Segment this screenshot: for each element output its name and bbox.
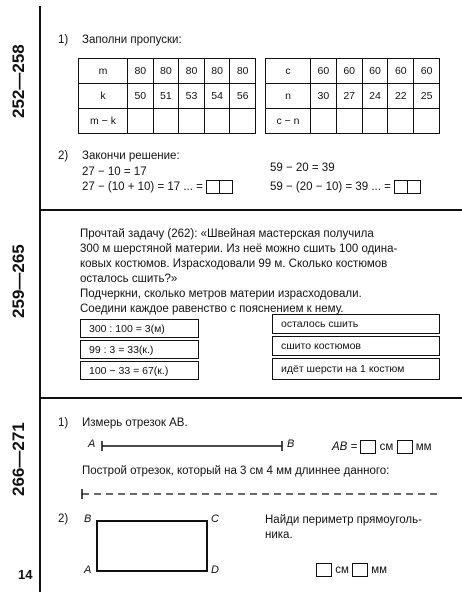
answer-cell[interactable]	[362, 109, 388, 134]
table-cell: 50	[128, 84, 154, 109]
problem-line-6: Соедини каждое равенство с пояснением к нему.	[80, 303, 344, 315]
answer-cell[interactable]	[414, 109, 440, 134]
problem-line-4: осталось сшить?»	[80, 273, 178, 285]
segment-ab	[100, 440, 285, 452]
problem-line-1: Прочтай задачу (262): «Швейная мастерская получила	[80, 228, 374, 240]
task1-number: 1)	[58, 34, 69, 46]
table-cell: m − k	[79, 109, 128, 134]
problem-line-2: 300 м шерстяной материи. Из неё можно сшить 100 одина-	[80, 243, 398, 255]
equation-right-2	[270, 180, 421, 194]
corner-b-label: B	[84, 513, 92, 525]
equality-box-3[interactable]: 100 − 33 = 67(к.)	[80, 361, 199, 380]
corner-c-label: C	[211, 513, 219, 525]
table-cell: 80	[179, 59, 205, 84]
table-cell: k	[79, 84, 128, 109]
side-label-2: 259—265	[9, 244, 28, 318]
divider-2	[39, 397, 462, 399]
cm-unit: см	[335, 564, 349, 577]
table-cell: 51	[153, 84, 179, 109]
answer-box[interactable]	[394, 180, 408, 194]
problem-line-5: Подчеркни, сколько метров материи израсходовали.	[80, 288, 362, 300]
measure-task-number: 1)	[58, 417, 69, 429]
divider-1	[39, 209, 462, 211]
perimeter-question-2: ника.	[265, 529, 293, 541]
equation-left-2	[82, 180, 233, 194]
table-cell: c	[266, 59, 311, 84]
corner-d-label: D	[211, 564, 219, 576]
equality-box-2[interactable]: 99 : 3 = 33(к.)	[80, 340, 199, 359]
table-cell: 54	[204, 84, 230, 109]
table-cell: 80	[153, 59, 179, 84]
table-cell: 22	[388, 84, 414, 109]
answer-box[interactable]	[220, 180, 233, 194]
table-cell: 30	[311, 84, 337, 109]
measure-task-title: Измерь отрезок AB.	[82, 417, 188, 429]
answer-box[interactable]	[408, 180, 421, 194]
table-cell: 80	[204, 59, 230, 84]
ab-label: AB =	[332, 441, 358, 454]
problem-line-3: ковых костюмов. Израсходовали 99 м. Сколько костюмов	[80, 258, 388, 270]
equality-box-1[interactable]: 300 : 100 = 3(м)	[80, 319, 199, 338]
point-a-label: A	[88, 438, 96, 450]
explanation-box-3[interactable]: идёт шерсти на 1 костюм	[272, 358, 440, 380]
mm-unit: мм	[415, 441, 432, 454]
corner-a-label: A	[84, 564, 92, 576]
table-cell: 56	[230, 84, 256, 109]
dashed-line-to-draw[interactable]	[80, 488, 444, 500]
answer-cell[interactable]	[388, 109, 414, 134]
answer-cell[interactable]	[128, 109, 154, 134]
table-cell: 27	[336, 84, 362, 109]
table-cell: 80	[230, 59, 256, 84]
cm-answer-box[interactable]	[316, 563, 332, 577]
explanation-box-1[interactable]: осталось сшить	[272, 314, 440, 334]
equation-left-1: 27 − 10 = 17	[82, 166, 147, 178]
point-b-label: B	[287, 438, 295, 450]
cm-answer-box[interactable]	[360, 440, 376, 454]
table-row	[266, 59, 440, 84]
equation-text: 59 − (20 − 10) = 39 ... =	[270, 181, 391, 194]
table-cell: 25	[414, 84, 440, 109]
table-cell: 53	[179, 84, 205, 109]
left-frame-line	[39, 6, 41, 592]
answer-cell[interactable]	[311, 109, 337, 134]
cm-unit: см	[379, 441, 394, 454]
table-cell: c − n	[266, 109, 311, 134]
table-row	[79, 109, 256, 134]
table-cell: 60	[388, 59, 414, 84]
page-number: 14	[18, 567, 33, 582]
table-cell: 60	[336, 59, 362, 84]
perimeter-question-1: Найди периметр прямоуголь-	[265, 514, 422, 526]
answer-box[interactable]	[206, 180, 220, 194]
table-cell: 60	[362, 59, 388, 84]
answer-cell[interactable]	[179, 109, 205, 134]
task2-number: 2)	[58, 150, 69, 162]
table-cell: 24	[362, 84, 388, 109]
table-cell: m	[79, 59, 128, 84]
table-row	[266, 84, 440, 109]
build-instruction: Построй отрезок, который на 3 см 4 мм длиннее данного:	[82, 465, 390, 477]
mm-answer-box[interactable]	[397, 440, 413, 454]
ab-answer	[332, 440, 432, 454]
equation-text: 27 − (10 + 10) = 17 ... =	[82, 181, 203, 194]
answer-cell[interactable]	[204, 109, 230, 134]
side-label-3: 266—271	[9, 422, 28, 496]
left-table	[78, 58, 256, 134]
task1-title: Заполни пропуски:	[82, 34, 182, 46]
perimeter-task-number: 2)	[58, 513, 69, 525]
table-row	[79, 59, 256, 84]
table-cell: 80	[128, 59, 154, 84]
equation-right-1: 59 − 20 = 39	[270, 162, 335, 174]
table-cell: 60	[414, 59, 440, 84]
task2-title: Закончи решение:	[82, 150, 180, 162]
right-table	[265, 58, 440, 134]
rectangle-figure	[96, 520, 208, 572]
table-row	[266, 109, 440, 134]
mm-unit: мм	[371, 564, 388, 577]
explanation-box-2[interactable]: сшито костюмов	[272, 336, 440, 356]
answer-cell[interactable]	[153, 109, 179, 134]
table-cell: 60	[311, 59, 337, 84]
table-cell: n	[266, 84, 311, 109]
answer-cell[interactable]	[336, 109, 362, 134]
mm-answer-box[interactable]	[352, 563, 368, 577]
table-row	[79, 84, 256, 109]
perimeter-answer	[316, 563, 387, 577]
answer-cell[interactable]	[230, 109, 256, 134]
side-label-1: 252—258	[9, 44, 28, 118]
